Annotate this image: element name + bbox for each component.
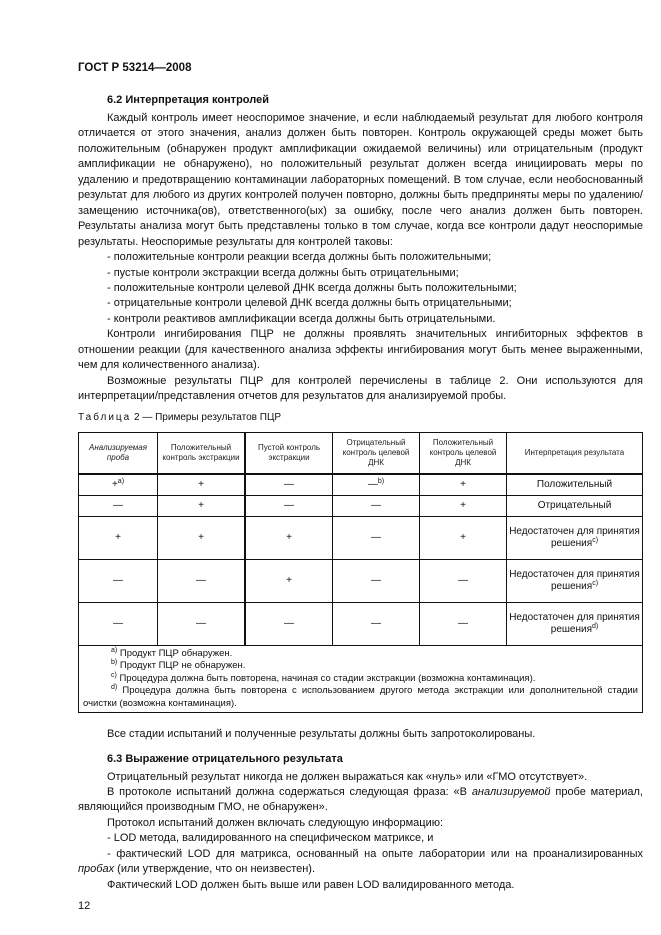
footnote: $^{d)}$ Процедура должна быть повторена с использованием другого метода экстракции или дополнительной стадии очистки (возможна контаминация). xyxy=(83,684,638,709)
column-header: Положительный контроль экстракции xyxy=(158,432,246,474)
results-table xyxy=(78,432,643,714)
table-cell: — xyxy=(245,602,333,645)
table-cell: — xyxy=(420,559,507,602)
table-cell: + xyxy=(79,516,158,559)
footnote: $^{b)}$ Продукт ПЦР не обнаружен. xyxy=(111,659,246,672)
table-cell: + xyxy=(420,495,507,516)
paragraph: Все стадии испытаний и полученные результаты должны быть запротоколированы. xyxy=(107,728,536,741)
result-cell: Недостаточен для принятия решения$^{c)}$ xyxy=(507,559,643,602)
list-item: - LOD метода, валидированного на специфическом матриксе, и xyxy=(107,832,434,845)
footnote: $^{а)}$ Продукт ПЦР обнаружен. xyxy=(111,646,233,659)
table-row xyxy=(79,516,643,559)
table-cell: — xyxy=(245,495,333,516)
paragraph: Контроли ингибирования ПЦР не должны проявлять значительных ингибиторных эффектов в отношении реакции (для качественного анализа эффекты ингибирования могут быть менее выраженными, чем для количественного анализа). xyxy=(78,328,643,372)
table-cell: + xyxy=(158,495,246,516)
list-item: - пустые контроли экстракции всегда должны быть отрицательными; xyxy=(107,266,459,279)
section-6-2-heading: 6.2 Интерпретация контролей xyxy=(107,94,269,106)
column-header: Анализируемая проба xyxy=(79,432,158,474)
footnote: $^{c)}$ Процедура должна быть повторена, начиная со стадии экстракции (возможна контаминация). xyxy=(111,671,536,684)
table-cell: — xyxy=(333,516,420,559)
column-header: Пустой контроль экстракции xyxy=(245,432,333,474)
table-row xyxy=(79,602,643,645)
table-cell: — xyxy=(333,559,420,602)
table-caption xyxy=(78,411,643,424)
result-cell: Недостаточен для принятия решения$^{d)}$ xyxy=(507,602,643,645)
column-header: Интерпретация результата xyxy=(507,432,643,474)
table-cell: + xyxy=(158,474,246,496)
paragraph: Возможные результаты ПЦР для контролей перечислены в таблице 2. Они используются для интерпретации/представления отчетов для результатов для анализируемой пробы. xyxy=(78,374,643,403)
column-header: Отрицательный контроль целевой ДНК xyxy=(333,432,420,474)
caption-text: 2 — Примеры результатов ПЦР xyxy=(131,411,282,423)
table-cell: — xyxy=(79,495,158,516)
table-cell: — xyxy=(79,602,158,645)
table-header-row xyxy=(79,432,643,474)
table-row xyxy=(79,474,643,496)
result-cell: Отрицательный xyxy=(507,495,643,516)
table-cell: + xyxy=(420,474,507,496)
table-cell: + xyxy=(158,516,246,559)
table-footnotes xyxy=(79,645,643,713)
table-cell: — xyxy=(79,559,158,602)
table-cell: — xyxy=(333,495,420,516)
column-header: Положительный контроль целевой ДНК xyxy=(420,432,507,474)
after-table-text xyxy=(78,727,643,742)
list-item: - положительные контроли целевой ДНК всегда должны быть положительными; xyxy=(107,281,517,294)
result-cell: Положительный xyxy=(507,474,643,496)
table-cell: — xyxy=(333,602,420,645)
table-cell: +$^{а)}$ xyxy=(79,474,158,496)
result-cell: Недостаточен для принятия решения$^{c)}$ xyxy=(507,516,643,559)
list-item: - фактический LOD для матрикса, основанный на опыте лаборатории или на проанализированных пробах (или утверждение, что он неизвестен). xyxy=(78,847,643,876)
table-cell: — xyxy=(158,602,246,645)
table-footnotes-row xyxy=(79,645,643,713)
table-cell: + xyxy=(420,516,507,559)
section-6-2-body xyxy=(78,111,643,405)
paragraph: В протоколе испытаний должна содержаться следующая фраза: «В анализируемой пробе материал, являющийся производным ГМО, не обнаружен». xyxy=(78,786,643,814)
table-cell: — xyxy=(245,474,333,496)
list-item: - отрицательные контроли целевой ДНК всегда должны быть отрицательными; xyxy=(107,297,512,310)
section-6-3-body xyxy=(78,770,643,894)
table-row xyxy=(79,495,643,516)
table-cell: + xyxy=(245,516,333,559)
list-item: - положительные контроли реакции всегда должны быть положительными; xyxy=(107,251,492,264)
page-number: 12 xyxy=(78,900,91,913)
table-row xyxy=(79,559,643,602)
caption-label: Таблица xyxy=(78,411,132,423)
table-cell: — xyxy=(420,602,507,645)
section-6-3-heading: 6.3 Выражение отрицательного результата xyxy=(107,752,343,765)
list-item: - контроли реактивов амплификации всегда должны быть отрицательными. xyxy=(107,312,496,325)
table-cell: —$^{b)}$ xyxy=(333,474,420,496)
table-cell: + xyxy=(245,559,333,602)
paragraph: Отрицательный результат никогда не должен выражаться как «нуль» или «ГМО отсутствует». xyxy=(107,770,588,783)
table-cell: — xyxy=(158,559,246,602)
paragraph: Протокол испытаний должен включать следующую информацию: xyxy=(107,816,444,829)
paragraph: Каждый контроль имеет неоспоримое значение, и если наблюдаемый результат для любого контроля отличается от этого значения, анализ должен быть повторен. Контроль окружающей среды может быть положительным (обнаружен продукт амплификации ожидаемой величины) или отрицательным (продукт амплификации не обнаружено), но положительный результат должен всегда инициировать меры по удалению и предотвращению контаминации лабораторных помещений. В том случае, если необоснованный результат для любого из других контролей получен повторно, должны быть предприняты меры по удалению/замещению источника(ов), ответственного(ых) за ошибку, после чего анализ должен быть повторен. Результаты анализа могут быть представлены только в том случае, когда все контроли дадут неоспоримые результаты. Неоспоримые результаты для контролей таковы: xyxy=(78,112,643,248)
document-header: ГОСТ Р 53214—2008 xyxy=(78,62,192,74)
paragraph: Фактический LOD должен быть выше или равен LOD валидированного метода. xyxy=(107,878,515,891)
